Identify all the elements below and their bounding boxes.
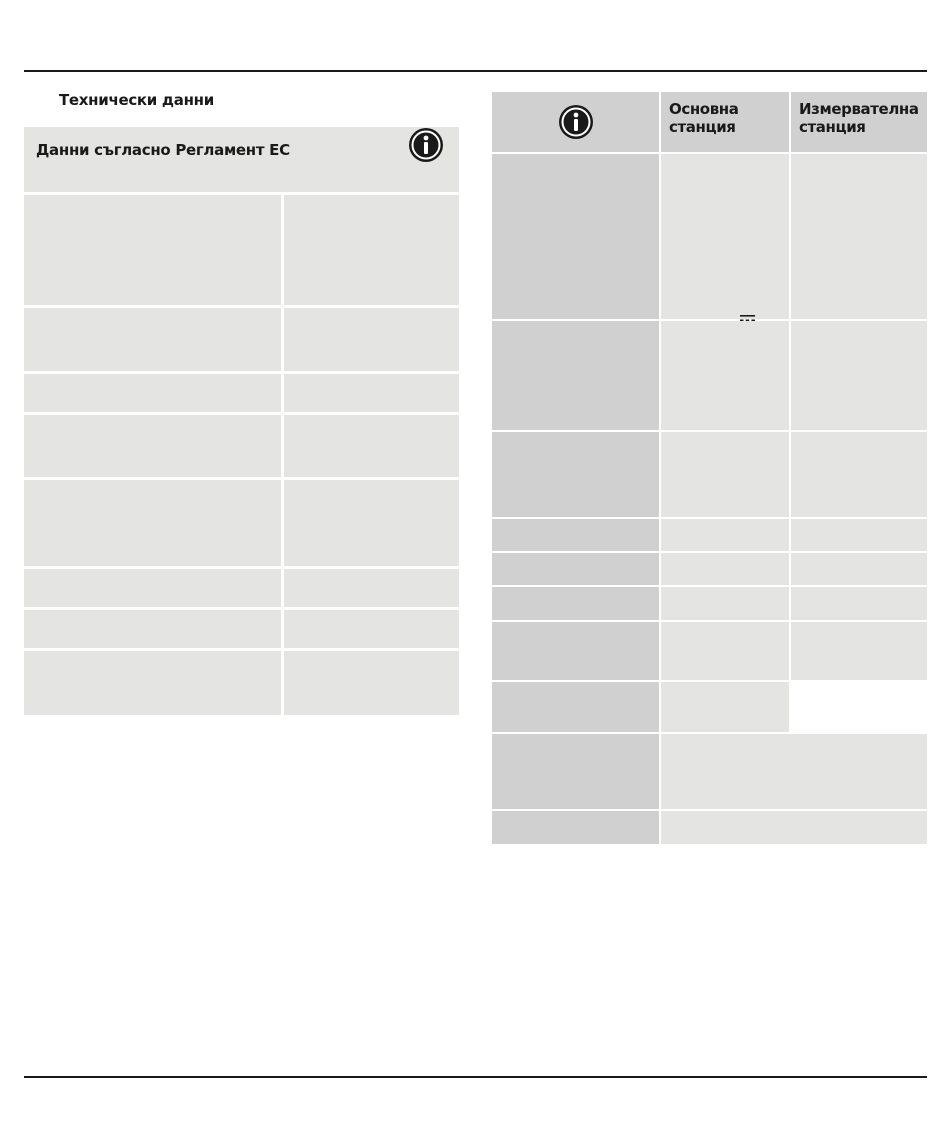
table-row xyxy=(492,519,927,551)
table-row xyxy=(492,154,927,319)
column-header-base-station xyxy=(661,92,789,152)
row-value xyxy=(284,415,459,477)
sensor-station-label: Измервателна станция xyxy=(799,100,919,136)
row-value-sensor xyxy=(791,519,927,551)
table-row xyxy=(24,308,459,371)
dc-current-icon xyxy=(740,307,755,314)
row-label xyxy=(24,610,281,648)
table-row xyxy=(492,553,927,585)
table-row xyxy=(492,734,927,809)
table-row xyxy=(24,195,459,305)
row-value-shared xyxy=(661,734,927,809)
column-header-sensor-station xyxy=(791,92,927,152)
table-row xyxy=(492,622,927,680)
row-value-base xyxy=(661,154,789,319)
top-rule xyxy=(24,70,927,72)
table-row xyxy=(492,682,927,732)
row-label xyxy=(24,374,281,412)
table-row xyxy=(492,587,927,620)
regulation-table-header xyxy=(24,127,459,192)
row-value-sensor xyxy=(791,154,927,319)
row-value-base xyxy=(661,553,789,585)
table-row xyxy=(24,651,459,715)
row-value xyxy=(284,374,459,412)
table-row xyxy=(492,321,927,430)
row-value-sensor xyxy=(791,682,927,732)
row-key xyxy=(492,154,659,319)
row-label xyxy=(24,415,281,477)
station-spec-table xyxy=(492,92,927,844)
row-value-base xyxy=(661,321,789,430)
row-value-base xyxy=(661,622,789,680)
row-key xyxy=(492,734,659,809)
regulation-data-table xyxy=(24,127,459,715)
row-label xyxy=(24,195,281,305)
row-value-sensor xyxy=(791,432,927,517)
row-value xyxy=(284,308,459,371)
row-value-sensor xyxy=(791,553,927,585)
info-icon xyxy=(558,104,594,140)
info-icon xyxy=(408,127,444,163)
table-row xyxy=(24,569,459,607)
row-key xyxy=(492,519,659,551)
station-table-header xyxy=(492,92,927,152)
row-value xyxy=(284,480,459,566)
row-key xyxy=(492,321,659,430)
row-value xyxy=(284,651,459,715)
row-key xyxy=(492,432,659,517)
row-key xyxy=(492,587,659,620)
row-value-base xyxy=(661,587,789,620)
row-value-base xyxy=(661,432,789,517)
header-icon-cell xyxy=(492,92,659,152)
table-row xyxy=(24,480,459,566)
row-label xyxy=(24,569,281,607)
row-value-sensor xyxy=(791,587,927,620)
row-value xyxy=(284,610,459,648)
row-key xyxy=(492,553,659,585)
row-value-base xyxy=(661,682,789,732)
row-value-sensor xyxy=(791,321,927,430)
table-row xyxy=(24,374,459,412)
table-row xyxy=(24,415,459,477)
row-key xyxy=(492,811,659,844)
regulation-table-title: Данни съгласно Регламент ЕС xyxy=(36,141,290,159)
row-label xyxy=(24,308,281,371)
base-station-label: Основна станция xyxy=(669,100,739,136)
table-row xyxy=(492,432,927,517)
table-row xyxy=(24,610,459,648)
row-label xyxy=(24,651,281,715)
table-row xyxy=(492,811,927,844)
row-value xyxy=(284,195,459,305)
section-title: Технически данни xyxy=(59,91,214,109)
row-value xyxy=(284,569,459,607)
row-value-base xyxy=(661,519,789,551)
row-key xyxy=(492,622,659,680)
row-key xyxy=(492,682,659,732)
row-value-shared xyxy=(661,811,927,844)
row-value-sensor xyxy=(791,622,927,680)
row-label xyxy=(24,480,281,566)
bottom-rule xyxy=(24,1076,927,1078)
